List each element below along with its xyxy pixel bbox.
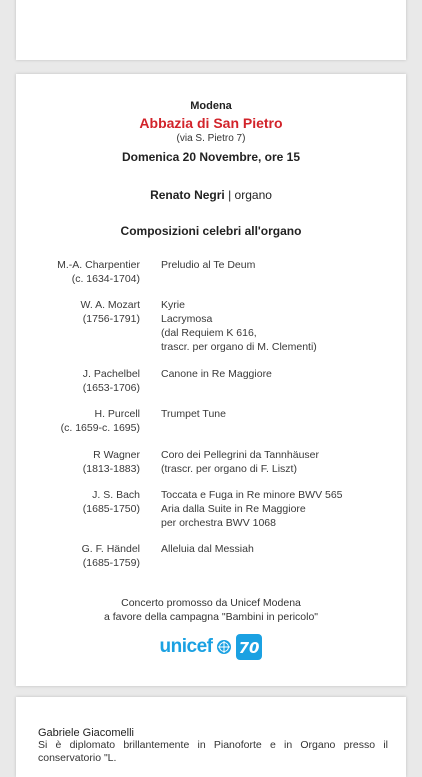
composer: J. S. Bach (1685-1750): [82, 489, 140, 515]
biography-card: [16, 697, 406, 777]
promo-text: Concerto promosso da Unicef Modena a favore della campagna "Bambini in pericolo": [103, 597, 319, 623]
composer: M.-A. Charpentier (c. 1634-1704): [57, 259, 140, 285]
anniversary-70-icon: [236, 634, 262, 660]
composer: J. Pachelbel (1653-1706): [82, 368, 140, 394]
works: Trumpet Tune: [161, 408, 226, 420]
composer: G. F. Händel (1685-1759): [81, 543, 140, 569]
works: Preludio al Te Deum: [161, 259, 256, 271]
works: Toccata e Fuga in Re minore BWV 565 Aria dalla Suite in Re Maggiore per orchestra BWV 1068: [161, 489, 343, 529]
unicef-logo: [16, 632, 406, 662]
unicef-wordmark: unicef: [159, 636, 213, 657]
performer-name: Renato Negri: [150, 188, 225, 202]
composer: R Wagner (1813-1883): [82, 449, 140, 475]
bio-name: Gabriele Giacomelli: [38, 727, 134, 739]
programme-title: Composizioni celebri all'organo: [120, 224, 302, 238]
works: Canone in Re Maggiore: [161, 368, 272, 380]
unicef-globe-icon: [216, 639, 232, 655]
concert-date: Domenica 20 Novembre, ore 15: [121, 150, 301, 164]
venue-title: Abbazia di San Pietro: [139, 115, 283, 131]
composer: H. Purcell (c. 1659-c. 1695): [60, 408, 140, 434]
venue-address: (via S. Pietro 7): [176, 133, 246, 144]
performer-role: | organo: [224, 188, 272, 202]
works: Coro dei Pellegrini da Tannhäuser (trascr. per organo di F. Liszt): [161, 449, 319, 475]
bio-text: Si è diplomato brillantemente in Pianoforte e in Organo presso il conservatorio "L.: [38, 739, 388, 764]
svg-text:70: 70: [239, 639, 260, 657]
performer-line: [16, 188, 406, 202]
concert-card: [16, 74, 406, 686]
works: Kyrie Lacrymosa (dal Requiem K 616, trascr. per organo di M. Clementi): [161, 299, 317, 353]
works: Alleluia dal Messiah: [161, 543, 254, 555]
city-label: Modena: [190, 100, 232, 112]
previous-page-card: [16, 0, 406, 60]
composer: W. A. Mozart (1756-1791): [80, 299, 140, 325]
